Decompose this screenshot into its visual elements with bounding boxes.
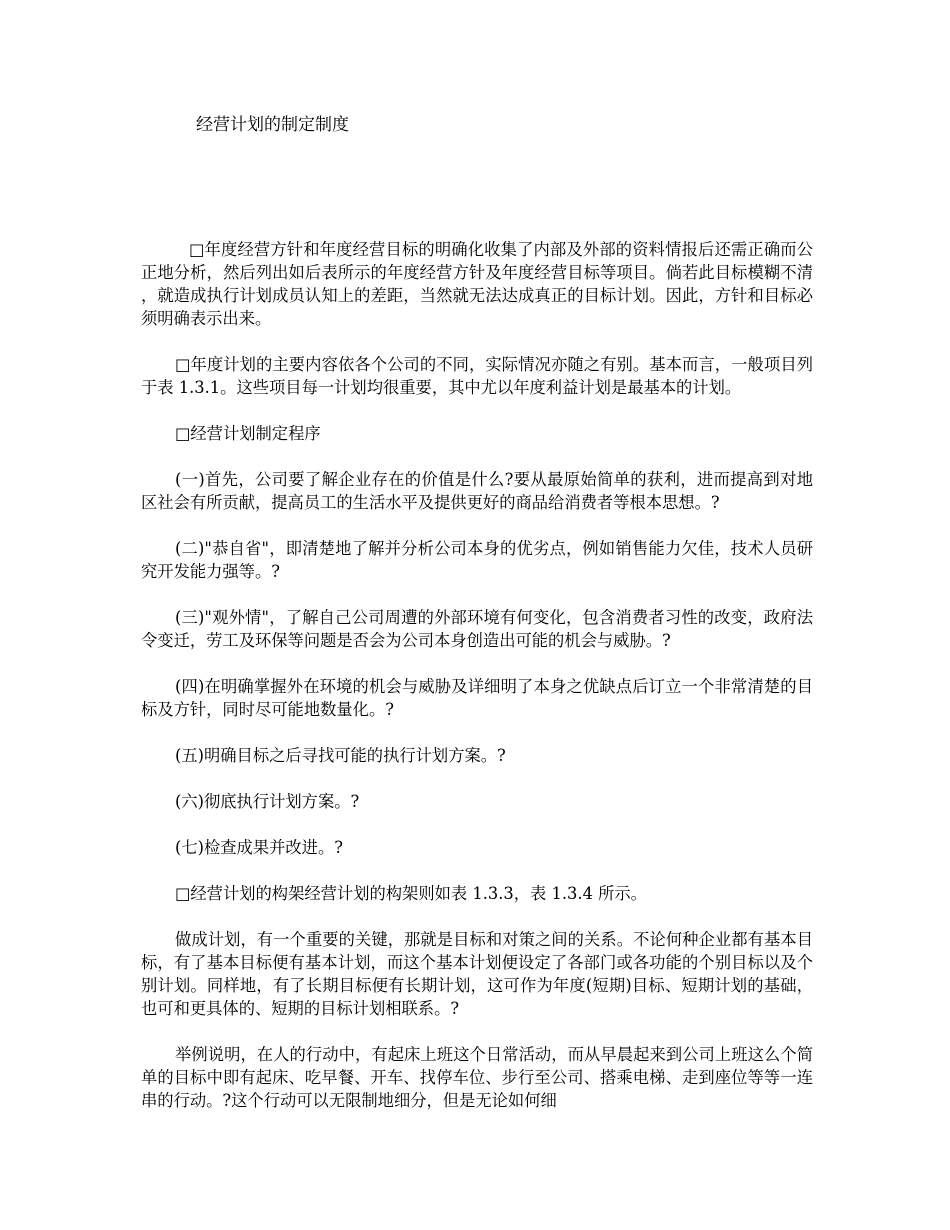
paragraph-step-6: (六)彻底执行计划方案。?: [175, 792, 360, 811]
paragraph-step-7: (七)检查成果并改进。?: [175, 838, 343, 857]
paragraph-plan-framework: □经营计划的构架经营计划的构架则如表 1.3.3，表 1.3.4 所示。: [175, 884, 647, 903]
paragraph-example: 举例说明，在人的行动中，有起床上班这个日常活动，而从早晨起来到公司上班这么个简单的目标中即有起床、吃早餐、开车、找停车位、步行至公司、搭乘电梯、走到座位等等一连串的行动。?这个行动可以无限制地细分，但是无论如何细: [141, 1045, 813, 1110]
document-title: 经营计划的制定制度: [196, 115, 349, 135]
paragraph-annual-policy: □年度经营方针和年度经营目标的明确化收集了内部及外部的资料情报后还需正确而公正地分析，然后列出如后表所示的年度经营方针及年度经营目标等项目。倘若此目标模糊不清，就造成执行计划成员认知上的差距，当然就无法达成真正的目标计划。因此，方针和目标必须明确表示出来。: [141, 240, 813, 328]
paragraph-step-5: (五)明确目标之后寻找可能的执行计划方案。?: [175, 746, 506, 765]
paragraph-goals-and-measures: 做成计划，有一个重要的关键，那就是目标和对策之间的关系。不论何种企业都有基本目标，有了基本目标便有基本计划，而这个基本计划便设定了各部门或各功能的个别目标以及个别计划。同样地，有了长期目标便有长期计划，这可作为年度(短期)目标、短期计划的基础，也可和更具体的、短期的目标计划相联系。?: [141, 930, 813, 1018]
paragraph-annual-plan-content: □年度计划的主要内容依各个公司的不同，实际情况亦随之有别。基本而言，一般项目列于表 1.3.1。这些项目每一计划均很重要，其中尤以年度利益计划是最基本的计划。: [141, 355, 813, 397]
paragraph-procedure-heading: □经营计划制定程序: [175, 424, 321, 443]
paragraph-step-2: (二)"恭自省"，即清楚地了解并分析公司本身的优劣点，例如销售能力欠佳，技术人员研究开发能力强等。?: [141, 539, 813, 581]
paragraph-step-1: (一)首先，公司要了解企业存在的价值是什么?要从最原始简单的获利，进而提高到对地区社会有所贡献，提高员工的生活水平及提供更好的商品给消费者等根本思想。?: [141, 470, 813, 512]
paragraph-step-3: (三)"观外情"，了解自己公司周遭的外部环境有何变化，包含消费者习性的改变，政府法令变迁，劳工及环保等问题是否会为公司本身创造出可能的机会与威胁。?: [141, 608, 813, 650]
document-body: [141, 238, 813, 1135]
paragraph-step-4: (四)在明确掌握外在环境的机会与威胁及详细明了本身之优缺点后订立一个非常清楚的目标及方针，同时尽可能地数量化。?: [141, 677, 813, 719]
